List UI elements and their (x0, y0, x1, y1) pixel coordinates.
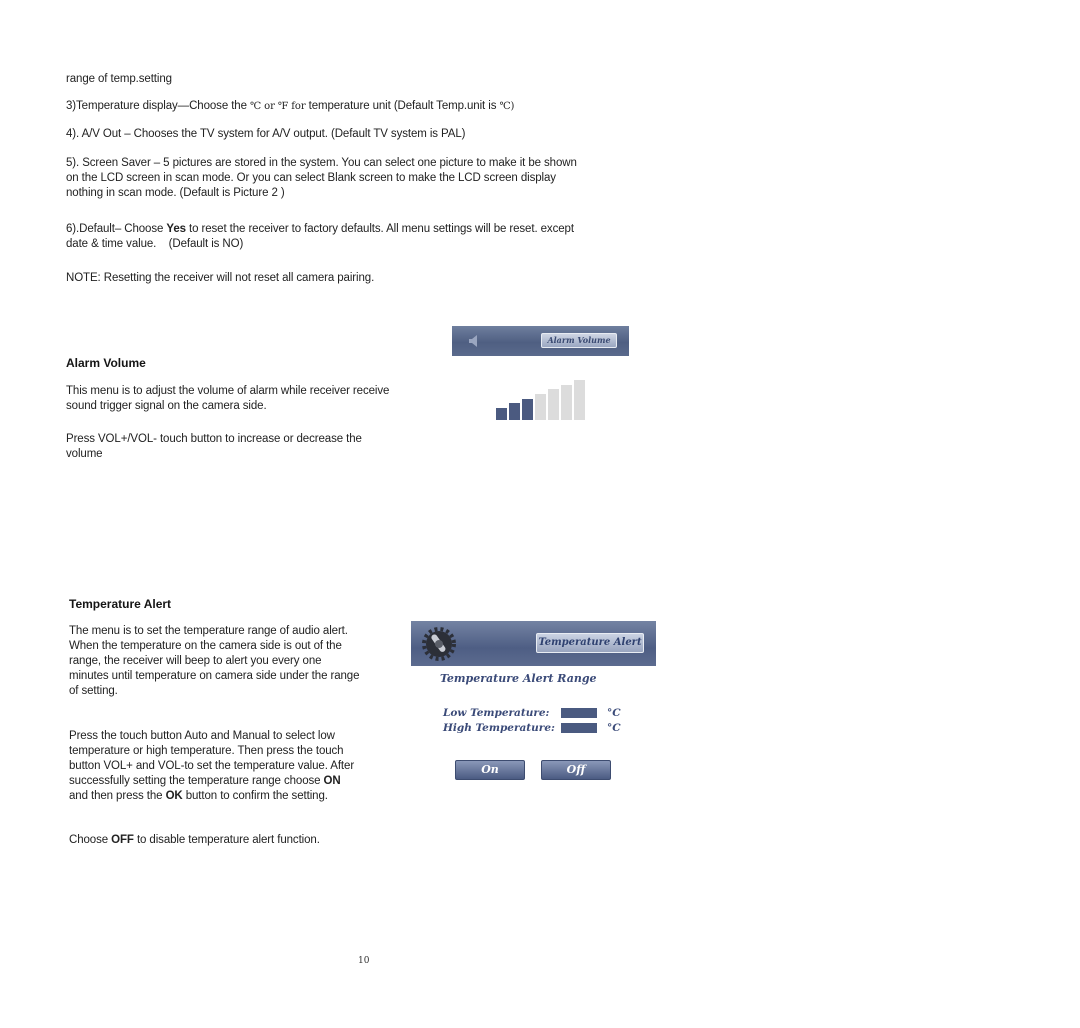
ta-p3-text-a: Choose (69, 834, 112, 846)
av-p2-line-2: volume (66, 448, 103, 460)
volume-bar (509, 403, 520, 420)
item3-text-b: temperature unit (Default Temp.unit is (305, 100, 500, 112)
ta-p1-line-4: minutes until temperature on camera side under the range (69, 670, 360, 682)
high-temperature-label: High Temperature: (443, 722, 555, 734)
item3-unit-choice: ℃ or ℉ for (250, 101, 306, 112)
item6-text-b: to reset the receiver to factory defaults. All menu settings will be reset. except (185, 223, 574, 235)
temperature-alert-heading: Temperature Alert (69, 597, 172, 611)
item3-default-unit: ℃) (499, 101, 515, 112)
speaker-icon (468, 334, 482, 348)
thermometer-gear-icon (422, 627, 456, 661)
volume-level-bars (496, 378, 588, 420)
volume-bar (561, 385, 572, 420)
item5-line-2: on the LCD screen in scan mode. Or you can select Blank screen to make the LCD screen display (66, 172, 556, 184)
ta-p2-line-5-text-b: button to confirm the setting. (182, 790, 328, 802)
item5-line-3: nothing in scan mode. (Default is Picture 2 ) (66, 187, 285, 199)
alarm-volume-badge: Alarm Volume (541, 333, 617, 348)
item3-text-a: 3)Temperature display—Choose the (66, 100, 250, 112)
volume-bar (548, 389, 559, 420)
temperature-alert-range-title: Temperature Alert Range (440, 672, 597, 685)
item6-line-2: date & time value. (Default is NO) (66, 238, 244, 250)
ta-p2-line-5-text-a: and then press the (69, 790, 166, 802)
alarm-volume-paragraph-2 (66, 432, 362, 462)
alarm-volume-paragraph-1 (66, 384, 389, 414)
av-p1-line-1: This menu is to adjust the volume of alarm while receiver receive (66, 385, 390, 397)
alarm-volume-heading: Alarm Volume (66, 356, 146, 370)
ta-p2-line-4-text: successfully setting the temperature range choose (69, 775, 324, 787)
item-default (66, 222, 574, 252)
volume-bar (522, 399, 533, 420)
temperature-alert-ui-header (411, 621, 656, 666)
av-p2-line-1: Press VOL+/VOL- touch button to increase or decrease the (66, 433, 362, 445)
ta-p2-line-5 (69, 789, 354, 804)
volume-bar (574, 380, 585, 420)
av-p1-line-2: sound trigger signal on the camera side. (66, 400, 267, 412)
temperature-alert-badge: Temperature Alert (536, 633, 644, 653)
item6-text-a: 6).Default– Choose (66, 223, 167, 235)
temperature-alert-paragraph-3 (69, 833, 320, 848)
off-button[interactable]: Off (541, 760, 611, 780)
ta-p1-line-3: range, the receiver will beep to alert you every one (69, 655, 322, 667)
temperature-alert-paragraph-1 (69, 624, 359, 699)
alarm-volume-ui-header (452, 326, 629, 356)
ta-p2-on: ON (323, 775, 341, 787)
ta-p1-line-1: The menu is to set the temperature range of audio alert. (69, 625, 348, 637)
low-temperature-label: Low Temperature: (443, 707, 550, 719)
note: NOTE: Resetting the receiver will not reset all camera pairing. (66, 272, 375, 284)
ta-p1-line-2: When the temperature on the camera side is out of the (69, 640, 342, 652)
ta-p2-line-3: button VOL+ and VOL-to set the temperature value. After (69, 760, 355, 772)
item-screen-saver (66, 156, 577, 201)
on-button[interactable]: On (455, 760, 525, 780)
volume-bar (496, 408, 507, 420)
ta-p3-text-b: to disable temperature alert function. (133, 834, 320, 846)
page-number: 10 (358, 956, 370, 966)
ta-p1-line-5: of setting. (69, 685, 118, 697)
low-temperature-unit: °C (607, 707, 621, 719)
range-line: range of temp.setting (66, 73, 172, 85)
low-temperature-row (443, 707, 643, 721)
item-av-out: 4). A/V Out – Chooses the TV system for A/V output. (Default TV system is PAL) (66, 128, 466, 140)
ta-p2-line-1: Press the touch button Auto and Manual to select low (69, 730, 335, 742)
high-temperature-value-field[interactable] (561, 723, 597, 733)
item-temperature-display (66, 99, 514, 114)
item6-yes: Yes (166, 223, 186, 235)
high-temperature-unit: °C (607, 722, 621, 734)
volume-bar (535, 394, 546, 420)
high-temperature-row (443, 722, 643, 736)
ta-p2-line-2: temperature or high temperature. Then press the touch (69, 745, 344, 757)
ta-p2-line-4 (69, 774, 354, 789)
low-temperature-value-field[interactable] (561, 708, 597, 718)
ta-p3-off: OFF (111, 834, 134, 846)
temperature-alert-paragraph-2 (69, 729, 354, 804)
ta-p2-ok: OK (165, 790, 183, 802)
item5-line-1: 5). Screen Saver – 5 pictures are stored in the system. You can select one picture to make it be shown (66, 157, 577, 169)
item6-line-1 (66, 222, 574, 237)
